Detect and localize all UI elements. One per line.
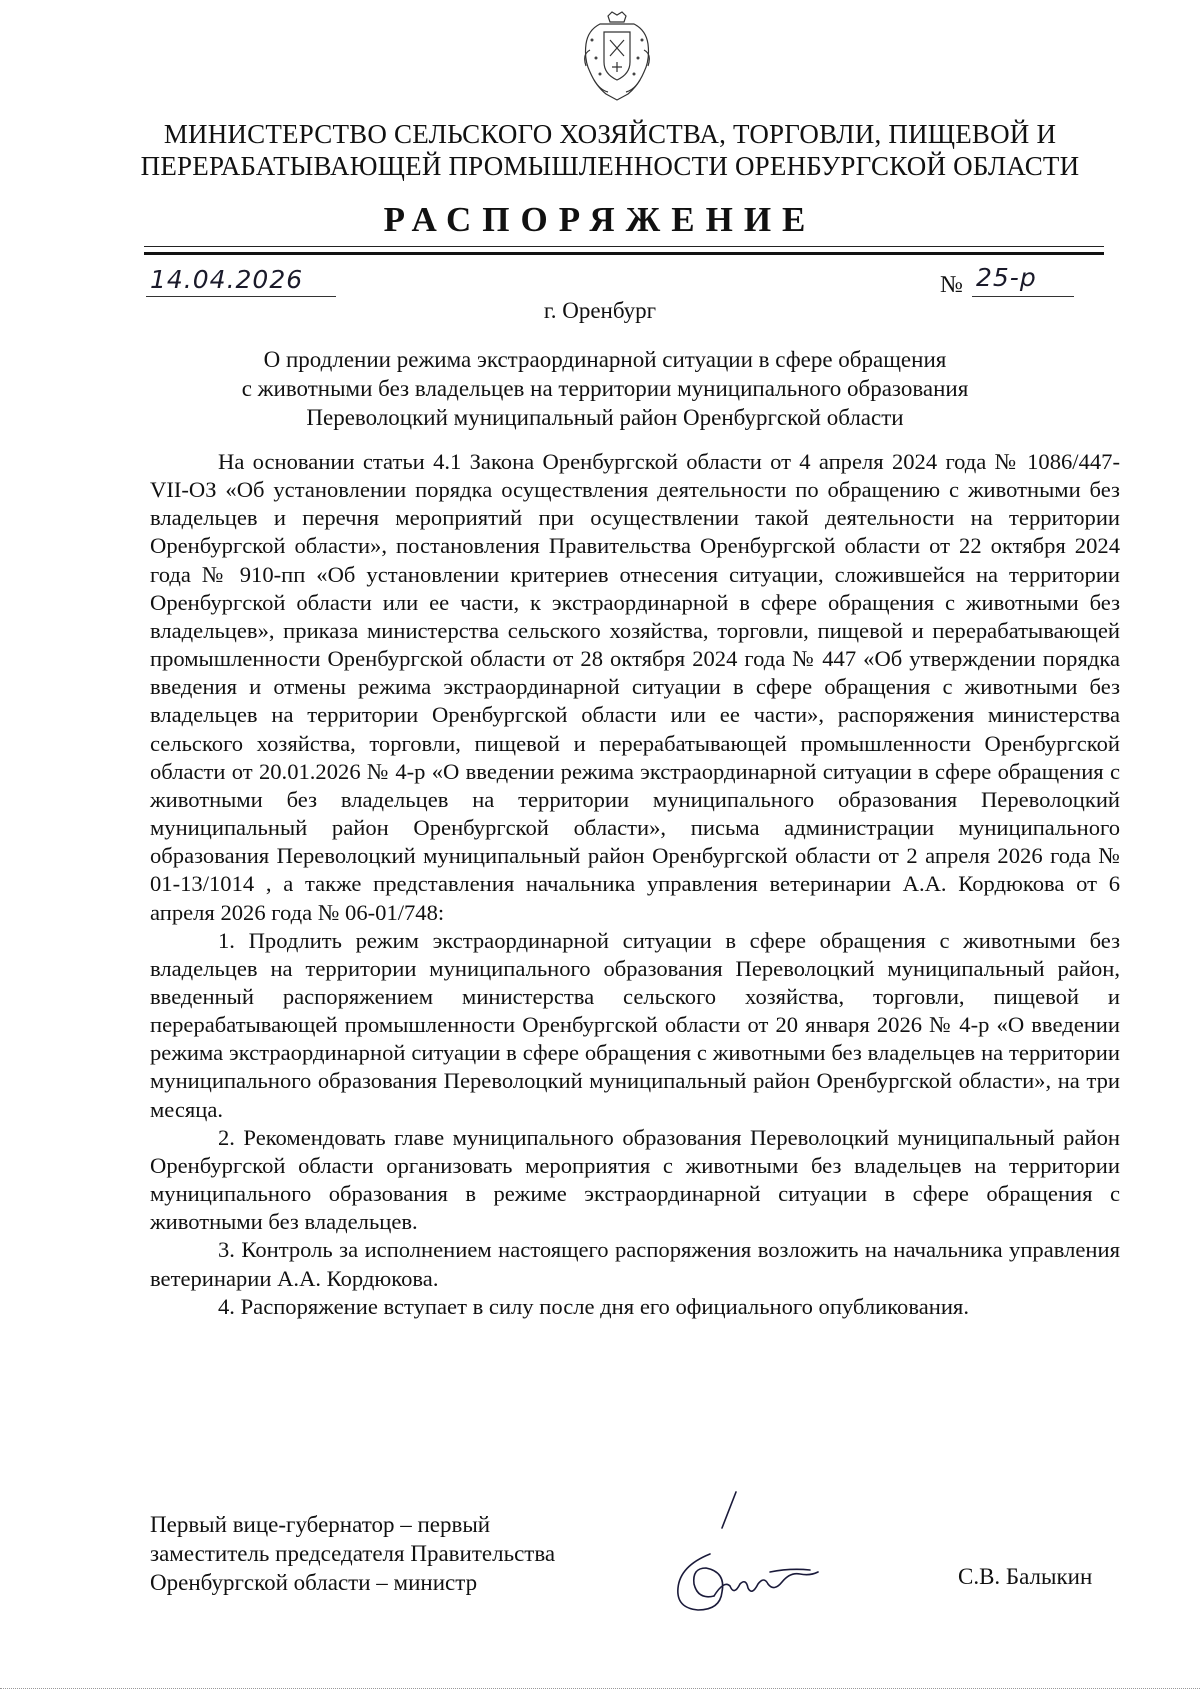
signatory-name: С.В. Балыкин <box>958 1564 1093 1589</box>
coat-of-arms-emblem <box>578 10 656 102</box>
ministry-name-line-2: ПЕРЕРАБАТЫВАЮЩЕЙ ПРОМЫШЛЕННОСТИ ОРЕНБУРГСКОЙ ОБЛАСТИ <box>140 151 1080 181</box>
item-2-paragraph: 2. Рекомендовать главе муниципального образования Переволоцкий муниципальный район Оренбургской области организовать мероприятия с животными без владельцев на территории муниципального образования в режиме экстраординарной ситуации в сфере обращения с животными без владельцев. <box>150 1124 1120 1235</box>
document-body <box>150 448 1120 1321</box>
document-number: 25-р <box>976 263 1037 292</box>
item-4-paragraph: 4. Распоряжение вступает в силу после дня его официального опубликования. <box>218 1293 969 1319</box>
page-bottom-edge <box>0 1688 1200 1689</box>
position-line-3: Оренбургской области – министр <box>150 1570 478 1595</box>
number-underline <box>972 296 1074 297</box>
title-line-3: Переволоцкий муниципальный район Оренбургской области <box>306 405 904 430</box>
position-line-1: Первый вице-губернатор – первый <box>150 1512 491 1537</box>
title-line-1: О продлении режима экстраординарной ситуации в сфере обращения <box>263 347 947 372</box>
document-title <box>180 345 1030 432</box>
ministry-name-line-1: МИНИСТЕРСТВО СЕЛЬСКОГО ХОЗЯЙСТВА, ТОРГОВЛИ, ПИЩЕВОЙ И <box>163 119 1057 149</box>
document-type-heading: РАСПОРЯЖЕНИЕ <box>383 200 817 239</box>
position-line-2: заместитель председателя Правительства <box>150 1541 556 1566</box>
header-divider-thick <box>144 252 1104 255</box>
item-1-paragraph: 1. Продлить режим экстраординарной ситуации в сфере обращения с животными без владельцев на территории муниципального образования Переволоцкий муниципальный район, введенный распоряжением министерства сельского хозяйства, торговли, пищевой и перерабатывающей промышленности Оренбургской области от 20 января 2026 № 4-р «О введении режима экстраординарной ситуации в сфере обращения с животными без владельцев на территории муниципального образования Переволоцкий муниципальный район Оренбургской области», на три месяца. <box>150 927 1120 1122</box>
preamble-paragraph: На основании статьи 4.1 Закона Оренбургской области от 4 апреля 2024 года № 1086/447-VII-ОЗ «Об установлении порядка осуществления деятельности по обращению с животными без владельцев и перечня мероприятий при осуществлении такой деятельности на территории Оренбургской области», постановления Правительства Оренбургской области от 22 октября 2024 года № 910-пп «Об установлении критериев отнесения ситуации, сложившейся на территории Оренбургской области или ее части, к экстраординарной в сфере обращения с животными без владельцев», приказа министерства сельского хозяйства, торговли, пищевой и перерабатывающей промышленности Оренбургской области от 28 октября 2024 года № 447 «Об утверждении порядка введения и отмены режима экстраординарной ситуации в сфере обращения с животными без владельцев на территории Оренбургской области или ее части», распоряжения министерства сельского хозяйства, торговли, пищевой и перерабатывающей промышленности Оренбургской области от 20.01.2026 № 4-р «О введении режима экстраординарной ситуации в сфере обращения с животными без владельцев на территории муниципального образования Переволоцкий муниципальный район Оренбургской области», письма администрации муниципального образования Переволоцкий муниципальный район Оренбургской области от 2 апреля 2026 года № 01-13/1014 , а также представления начальника управления ветеринарии А.А. Кордюкова от 6 апреля 2026 года № 06-01/748: <box>150 449 1120 925</box>
title-line-2: с животными без владельцев на территории муниципального образования <box>241 376 969 401</box>
number-sign: № <box>940 272 963 298</box>
city: г. Оренбург <box>543 298 657 323</box>
header-divider-thin <box>144 246 1104 247</box>
date-underline <box>146 296 336 297</box>
handwritten-signature <box>640 1488 840 1628</box>
document-date: 14.04.2026 <box>150 265 304 294</box>
signatory-position <box>150 1510 670 1597</box>
item-3-paragraph: 3. Контроль за исполнением настоящего распоряжения возложить на начальника управления ветеринарии А.А. Кордюкова. <box>150 1237 1120 1291</box>
